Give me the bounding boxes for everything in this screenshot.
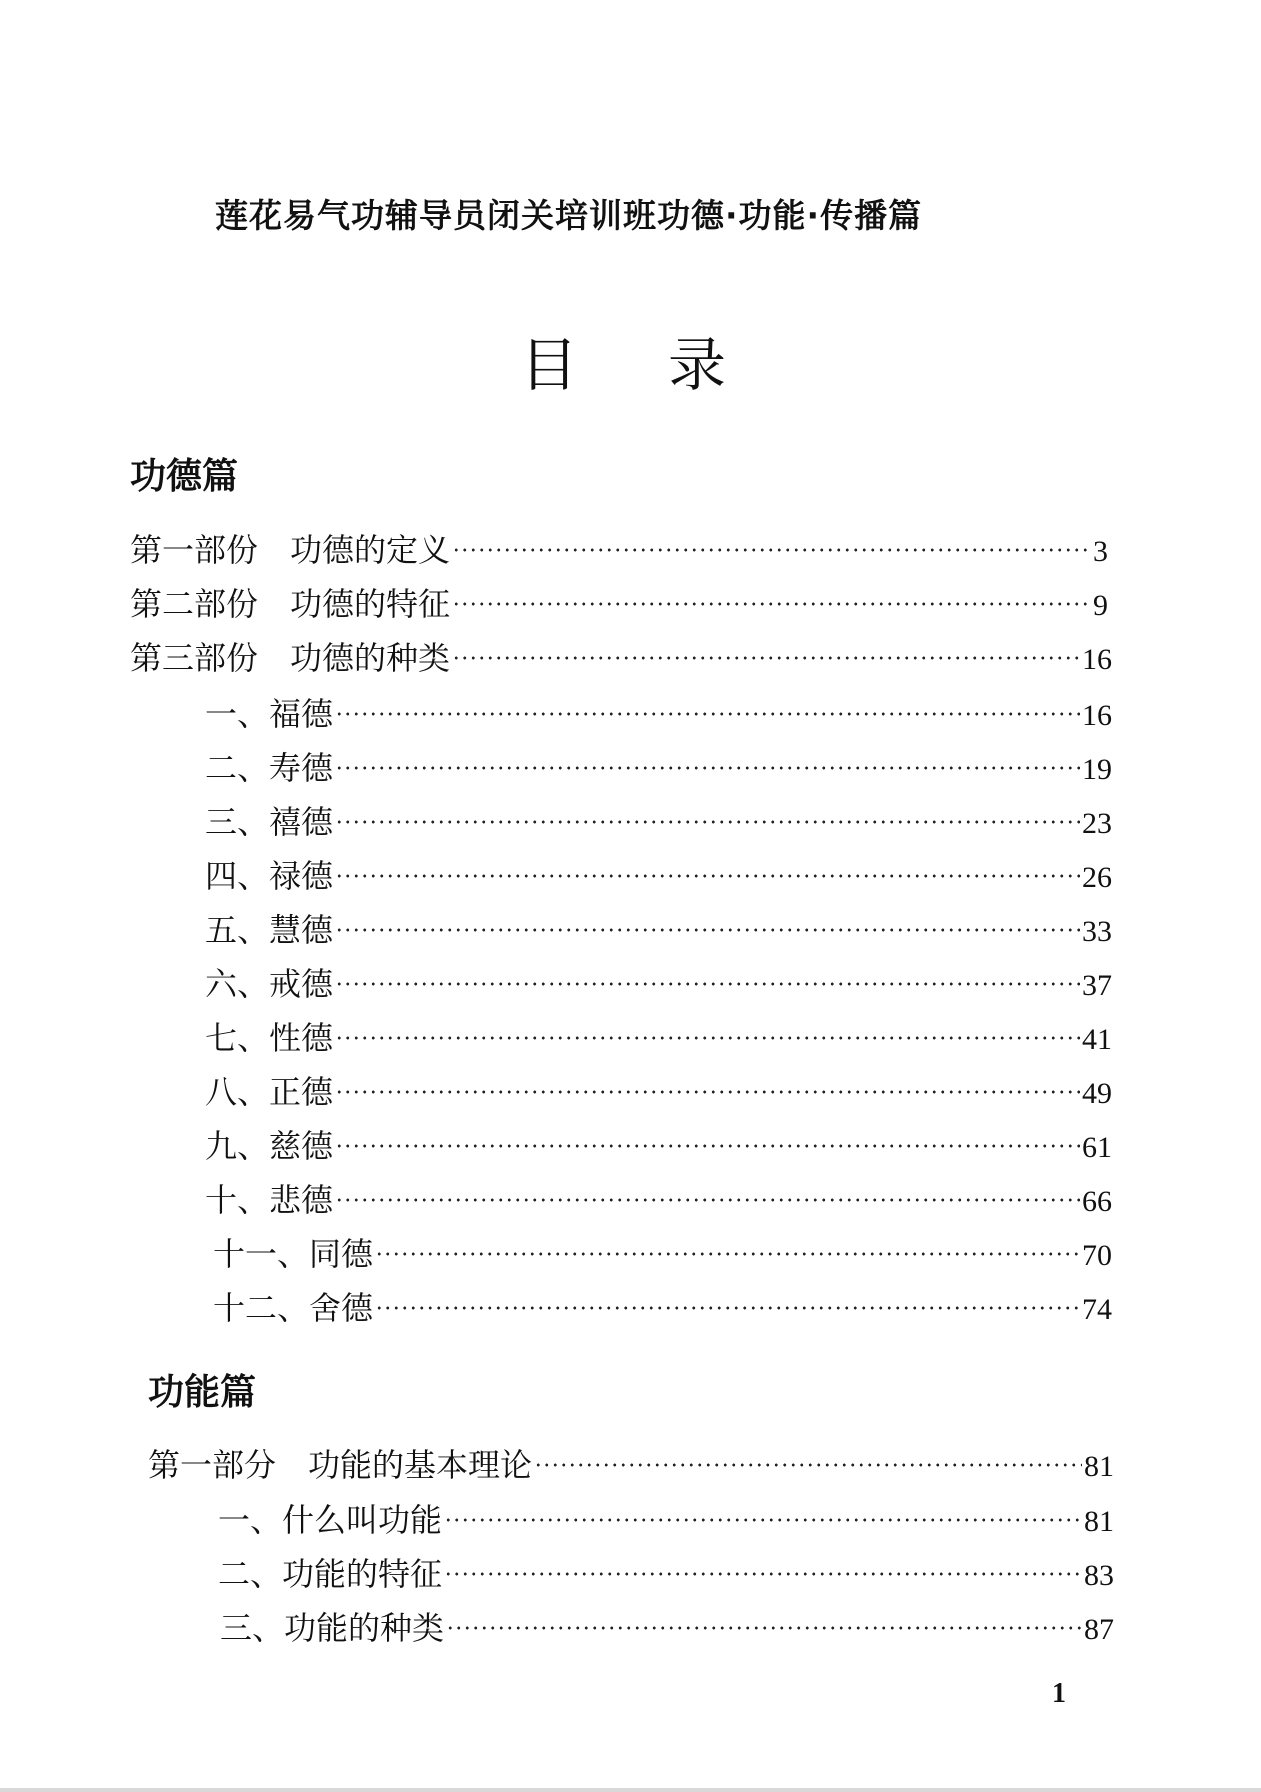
leader-dots xyxy=(335,1033,1080,1043)
toc-entry-label: 八、正德 xyxy=(205,1073,334,1111)
toc-entry-page: 23 xyxy=(1082,807,1112,840)
leader-dots xyxy=(335,871,1080,881)
toc-entry-label: 第一部分 功能的基本理论 xyxy=(148,1446,533,1484)
toc-entry[interactable] xyxy=(205,689,1112,733)
toc-entry[interactable] xyxy=(205,797,1112,841)
toc-entry-page: 41 xyxy=(1082,1023,1112,1056)
toc-entry-page: 49 xyxy=(1082,1077,1112,1110)
leader-dots xyxy=(452,599,1091,609)
toc-entry-label: 三、功能的种类 xyxy=(220,1609,445,1647)
toc-entry[interactable] xyxy=(218,1549,1114,1593)
toc-entry-page: 9 xyxy=(1093,589,1108,622)
section-title-ability: 功能篇 xyxy=(148,1372,257,1413)
toc-entry-label: 十、悲德 xyxy=(205,1181,334,1219)
leader-dots xyxy=(335,1087,1080,1097)
leader-dots xyxy=(335,763,1080,773)
toc-entry-page: 87 xyxy=(1084,1613,1114,1646)
toc-entry-label: 七、性德 xyxy=(205,1019,334,1057)
toc-entry[interactable] xyxy=(218,1495,1114,1539)
toc-entry[interactable] xyxy=(130,633,1112,677)
toc-entry-page: 81 xyxy=(1084,1450,1114,1483)
toc-entry[interactable] xyxy=(205,959,1112,1003)
toc-entry-page: 26 xyxy=(1082,861,1112,894)
toc-entry-label: 十二、舍德 xyxy=(213,1289,374,1327)
toc-entry[interactable] xyxy=(213,1229,1112,1273)
toc-entry-page: 33 xyxy=(1082,915,1112,948)
toc-entry-label: 第二部份 功德的特征 xyxy=(130,585,451,623)
leader-dots xyxy=(335,1195,1080,1205)
toc-entry-label: 第一部份 功德的定义 xyxy=(130,531,451,569)
toc-entry-page: 16 xyxy=(1082,643,1112,676)
leader-dots xyxy=(335,817,1080,827)
section-title-merit: 功德篇 xyxy=(130,456,239,497)
leader-dots xyxy=(446,1623,1082,1633)
toc-entry[interactable] xyxy=(213,1283,1112,1327)
toc-entry-label: 三、禧德 xyxy=(205,803,334,841)
toc-entry-label: 九、慈德 xyxy=(205,1127,334,1165)
toc-entry-label: 四、禄德 xyxy=(205,857,334,895)
toc-entry[interactable] xyxy=(205,905,1112,949)
leader-dots xyxy=(452,653,1080,663)
leader-dots xyxy=(375,1303,1080,1313)
toc-entry-page: 70 xyxy=(1082,1239,1112,1272)
toc-heading: 目录 xyxy=(520,331,817,399)
toc-entry-label: 二、寿德 xyxy=(205,749,334,787)
toc-entry[interactable] xyxy=(205,743,1112,787)
leader-dots xyxy=(444,1569,1082,1579)
toc-entry-label: 第三部份 功德的种类 xyxy=(130,639,451,677)
toc-entry[interactable] xyxy=(148,1440,1114,1484)
leader-dots xyxy=(375,1249,1080,1259)
leader-dots xyxy=(335,979,1080,989)
bottom-divider xyxy=(0,1788,1261,1792)
toc-entry[interactable] xyxy=(130,579,1108,623)
toc-entry[interactable] xyxy=(205,851,1112,895)
toc-entry-page: 3 xyxy=(1093,535,1108,568)
toc-entry-page: 66 xyxy=(1082,1185,1112,1218)
toc-entry[interactable] xyxy=(205,1175,1112,1219)
toc-entry-label: 六、戒德 xyxy=(205,965,334,1003)
toc-entry[interactable] xyxy=(205,1013,1112,1057)
toc-entry[interactable] xyxy=(130,525,1108,569)
leader-dots xyxy=(335,925,1080,935)
toc-entry-page: 81 xyxy=(1084,1505,1114,1538)
toc-entry-label: 一、福德 xyxy=(205,695,334,733)
page-number: 1 xyxy=(1052,1678,1066,1709)
toc-entry-label: 十一、同德 xyxy=(213,1235,374,1273)
leader-dots xyxy=(335,1141,1080,1151)
toc-entry[interactable] xyxy=(220,1603,1114,1647)
toc-entry-page: 19 xyxy=(1082,753,1112,786)
toc-entry-label: 二、功能的特征 xyxy=(218,1555,443,1593)
leader-dots xyxy=(534,1460,1082,1470)
toc-entry-page: 37 xyxy=(1082,969,1112,1002)
book-title: 莲花易气功辅导员闭关培训班功德·功能·传播篇 xyxy=(215,196,923,235)
toc-entry-page: 74 xyxy=(1082,1293,1112,1326)
toc-entry[interactable] xyxy=(205,1067,1112,1111)
toc-entry-page: 61 xyxy=(1082,1131,1112,1164)
toc-entry-page: 16 xyxy=(1082,699,1112,732)
leader-dots xyxy=(452,545,1091,555)
leader-dots xyxy=(444,1515,1082,1525)
toc-entry-label: 五、慧德 xyxy=(205,911,334,949)
toc-entry-label: 一、什么叫功能 xyxy=(218,1501,443,1539)
toc-entry[interactable] xyxy=(205,1121,1112,1165)
leader-dots xyxy=(335,709,1080,719)
toc-entry-page: 83 xyxy=(1084,1559,1114,1592)
